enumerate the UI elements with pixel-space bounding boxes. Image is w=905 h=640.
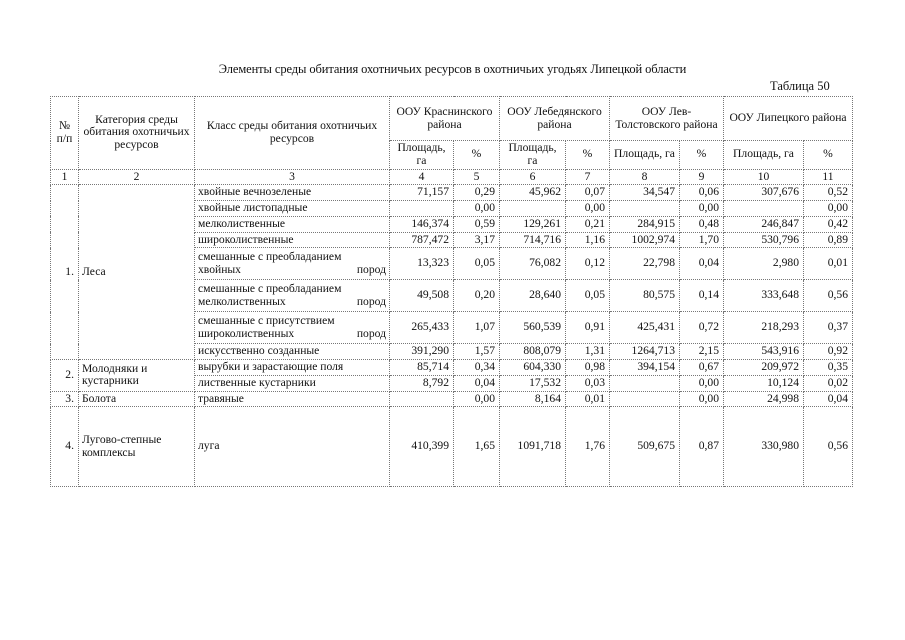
percent-cell: 0,72 [680, 312, 724, 344]
area-cell: 45,962 [500, 185, 566, 201]
percent-cell: 0,59 [454, 216, 500, 232]
percent-cell: 1,16 [566, 232, 610, 248]
area-cell: 1264,713 [610, 344, 680, 360]
percent-cell: 0,00 [566, 201, 610, 217]
area-cell [390, 391, 454, 407]
header-pct: % [680, 141, 724, 170]
column-index: 7 [566, 169, 610, 185]
table-label: Таблица 50 [770, 79, 830, 93]
class-cell: лиственные кустарники [195, 375, 390, 391]
percent-cell: 0,29 [454, 185, 500, 201]
area-cell: 49,508 [390, 280, 454, 312]
percent-cell: 0,02 [804, 375, 853, 391]
area-cell [390, 201, 454, 217]
area-cell: 530,796 [724, 232, 804, 248]
area-cell: 410,399 [390, 407, 454, 487]
column-index: 4 [390, 169, 454, 185]
column-index: 10 [724, 169, 804, 185]
percent-cell: 0,89 [804, 232, 853, 248]
percent-cell: 0,04 [454, 375, 500, 391]
area-cell: 425,431 [610, 312, 680, 344]
column-index: 9 [680, 169, 724, 185]
percent-cell: 0,21 [566, 216, 610, 232]
row-number: 4. [51, 407, 79, 487]
percent-cell: 0,06 [680, 185, 724, 201]
row-number: 1. [51, 185, 79, 360]
area-cell: 76,082 [500, 248, 566, 280]
header-org-1: ООУ Краснинского района [390, 97, 500, 141]
area-cell: 307,676 [724, 185, 804, 201]
area-cell [610, 391, 680, 407]
percent-cell: 0,00 [454, 201, 500, 217]
area-cell: 1002,974 [610, 232, 680, 248]
area-cell: 509,675 [610, 407, 680, 487]
percent-cell: 1,07 [454, 312, 500, 344]
area-cell: 218,293 [724, 312, 804, 344]
area-cell: 22,798 [610, 248, 680, 280]
class-cell: вырубки и зарастающие поля [195, 360, 390, 376]
area-cell: 394,154 [610, 360, 680, 376]
header-area: Площадь, га [500, 141, 566, 170]
area-cell: 129,261 [500, 216, 566, 232]
area-cell: 808,079 [500, 344, 566, 360]
percent-cell: 0,00 [804, 201, 853, 217]
header-category: Категория среды обитания охотничьих ресурсов [79, 97, 195, 170]
area-cell: 80,575 [610, 280, 680, 312]
area-cell: 246,847 [724, 216, 804, 232]
area-cell: 34,547 [610, 185, 680, 201]
percent-cell: 0,00 [454, 391, 500, 407]
percent-cell: 3,17 [454, 232, 500, 248]
area-cell: 24,998 [724, 391, 804, 407]
percent-cell: 0,12 [566, 248, 610, 280]
area-cell: 714,716 [500, 232, 566, 248]
percent-cell: 1,76 [566, 407, 610, 487]
percent-cell: 0,42 [804, 216, 853, 232]
area-cell: 560,539 [500, 312, 566, 344]
class-cell: хвойные листопадные [195, 201, 390, 217]
row-number: 3. [51, 391, 79, 407]
category-cell: Молодняки и кустарники [79, 360, 195, 392]
area-cell: 8,164 [500, 391, 566, 407]
header-pct: % [454, 141, 500, 170]
percent-cell: 1,57 [454, 344, 500, 360]
area-cell: 8,792 [390, 375, 454, 391]
table-row [51, 360, 853, 376]
percent-cell: 0,91 [566, 312, 610, 344]
percent-cell: 0,00 [680, 201, 724, 217]
class-cell: луга [195, 407, 390, 487]
table-row [51, 185, 853, 201]
percent-cell: 0,04 [804, 391, 853, 407]
class-cell: смешанные с присутствием широколиственных пород [195, 312, 390, 344]
header-pct: % [566, 141, 610, 170]
header-class: Класс среды обитания охотничьих ресурсов [195, 97, 390, 170]
class-cell: смешанные с преобладанием хвойных пород [195, 248, 390, 280]
header-area: Площадь, га [724, 141, 804, 170]
area-cell: 330,980 [724, 407, 804, 487]
percent-cell: 0,03 [566, 375, 610, 391]
column-index: 8 [610, 169, 680, 185]
class-cell: широколиственные [195, 232, 390, 248]
column-index: 11 [804, 169, 853, 185]
area-cell: 604,330 [500, 360, 566, 376]
area-cell: 10,124 [724, 375, 804, 391]
percent-cell: 0,04 [680, 248, 724, 280]
percent-cell: 0,05 [454, 248, 500, 280]
area-cell: 13,323 [390, 248, 454, 280]
percent-cell: 0,48 [680, 216, 724, 232]
area-cell: 543,916 [724, 344, 804, 360]
percent-cell: 0,92 [804, 344, 853, 360]
column-index: 6 [500, 169, 566, 185]
class-cell: хвойные вечнозеленые [195, 185, 390, 201]
percent-cell: 0,98 [566, 360, 610, 376]
percent-cell: 0,00 [680, 391, 724, 407]
class-cell: смешанные с преобладанием мелколиственных пород [195, 280, 390, 312]
category-cell: Болота [79, 391, 195, 407]
table-row [51, 407, 853, 487]
area-cell: 28,640 [500, 280, 566, 312]
percent-cell: 1,65 [454, 407, 500, 487]
area-cell: 209,972 [724, 360, 804, 376]
row-number: 2. [51, 360, 79, 392]
percent-cell: 2,15 [680, 344, 724, 360]
column-index: 1 [51, 169, 79, 185]
percent-cell: 1,70 [680, 232, 724, 248]
class-cell: травяные [195, 391, 390, 407]
percent-cell: 0,07 [566, 185, 610, 201]
percent-cell: 0,37 [804, 312, 853, 344]
table-row [51, 391, 853, 407]
header-pct: % [804, 141, 853, 170]
area-cell: 146,374 [390, 216, 454, 232]
percent-cell: 0,87 [680, 407, 724, 487]
percent-cell: 0,01 [804, 248, 853, 280]
page-title: Элементы среды обитания охотничьих ресурсов в охотничьих угодьях Липецкой области [218, 62, 687, 76]
percent-cell: 0,00 [680, 375, 724, 391]
category-cell: Леса [79, 185, 195, 360]
area-cell [724, 201, 804, 217]
header-num: № п/п [51, 97, 79, 170]
percent-cell: 0,14 [680, 280, 724, 312]
percent-cell: 0,56 [804, 407, 853, 487]
percent-cell: 0,20 [454, 280, 500, 312]
percent-cell: 0,35 [804, 360, 853, 376]
area-cell: 265,433 [390, 312, 454, 344]
area-cell: 17,532 [500, 375, 566, 391]
column-index: 2 [79, 169, 195, 185]
area-cell: 2,980 [724, 248, 804, 280]
area-cell: 284,915 [610, 216, 680, 232]
percent-cell: 0,34 [454, 360, 500, 376]
header-area: Площадь, га [610, 141, 680, 170]
area-cell: 85,714 [390, 360, 454, 376]
header-org-4: ООУ Липецкого района [724, 97, 853, 141]
area-cell: 333,648 [724, 280, 804, 312]
area-cell [610, 375, 680, 391]
percent-cell: 1,31 [566, 344, 610, 360]
header-area: Площадь, га [390, 141, 454, 170]
table-body [51, 185, 853, 487]
percent-cell: 0,05 [566, 280, 610, 312]
area-cell: 391,290 [390, 344, 454, 360]
area-cell: 71,157 [390, 185, 454, 201]
percent-cell: 0,56 [804, 280, 853, 312]
area-cell: 787,472 [390, 232, 454, 248]
category-cell: Лугово-степные комплексы [79, 407, 195, 487]
percent-cell: 0,67 [680, 360, 724, 376]
area-cell [610, 201, 680, 217]
column-index: 5 [454, 169, 500, 185]
header-org-3: ООУ Лев-Толстовского района [610, 97, 724, 141]
class-cell: искусственно созданные [195, 344, 390, 360]
header-org-2: ООУ Лебедянского района [500, 97, 610, 141]
area-cell: 1091,718 [500, 407, 566, 487]
percent-cell: 0,01 [566, 391, 610, 407]
column-index: 3 [195, 169, 390, 185]
percent-cell: 0,52 [804, 185, 853, 201]
class-cell: мелколиственные [195, 216, 390, 232]
area-cell [500, 201, 566, 217]
habitat-table [50, 96, 853, 487]
